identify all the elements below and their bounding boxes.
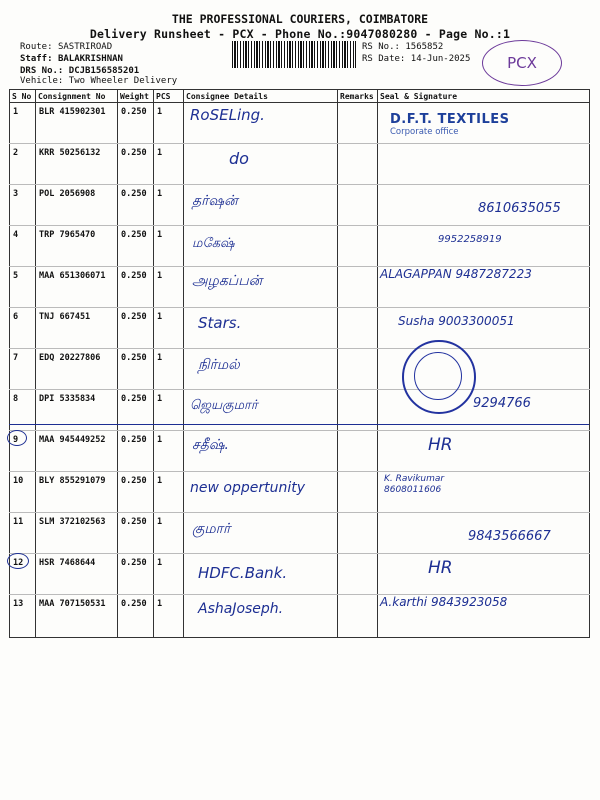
route-line: Route: SASTRIROAD — [20, 42, 113, 52]
table-row: 10 BLY 855291079 0.250 1 new oppertunity K. Ravikumar 8608011606 — [10, 472, 590, 513]
col-weight: Weight — [118, 90, 154, 103]
table-header — [10, 90, 590, 103]
row-circle-mark — [7, 430, 27, 446]
barcode — [232, 41, 356, 68]
consignee-handwriting: மகேஷ் — [192, 236, 235, 251]
table-row: 4 TRP 7965470 0.250 1 மகேஷ் 9952258919 — [10, 226, 590, 267]
col-pcs: PCS — [154, 90, 184, 103]
consignee-handwriting: AshaJoseph. — [198, 601, 284, 617]
table-row: 11 SLM 372102563 0.250 1 குமார் 9843566667 — [10, 513, 590, 554]
signature-handwriting: HR — [428, 558, 453, 578]
consignee-handwriting: குமார் — [192, 521, 231, 537]
company-title: THE PROFESSIONAL COURIERS, COIMBATORE — [171, 12, 429, 26]
consignee-handwriting: சதீஷ். — [192, 437, 229, 453]
row-circle-mark — [7, 553, 29, 569]
table-row: 8 DPI 5335834 0.250 1 ஜெயகுமார் 9294766 — [10, 390, 590, 431]
signature-handwriting: HR — [428, 435, 453, 455]
col-sno: S No — [10, 90, 36, 103]
table-row: 2 KRR 50256132 0.250 1 do — [10, 144, 590, 185]
consignee-handwriting: ஜெயகுமார் — [190, 398, 258, 413]
signature-handwriting: 9294766 — [473, 396, 531, 411]
consignee-handwriting: HDFC.Bank. — [198, 564, 288, 582]
signature-handwriting: ALAGAPPAN 9487287223 — [380, 267, 532, 281]
staff-line: Staff: BALAKRISHNAN — [20, 54, 123, 64]
signature-handwriting: K. Ravikumar 8608011606 — [384, 474, 445, 495]
table-row: 13 MAA 707150531 0.250 1 AshaJoseph. A.karthi 9843923058 — [10, 595, 590, 638]
table-row: 12 HSR 7468644 0.250 1 HDFC.Bank. HR — [10, 554, 590, 595]
col-consignee: Consignee Details — [184, 90, 338, 103]
table-row: 3 POL 2056908 0.250 1 தர்ஷன் 8610635055 — [10, 185, 590, 226]
consignee-handwriting: தர்ஷன் — [192, 193, 238, 209]
table-row: 1 BLR 415902301 0.250 1 RoSELing. — [10, 103, 590, 144]
table-row: 9 MAA 945449252 0.250 1 சதீஷ். HR — [10, 431, 590, 472]
rs-date-line: RS Date: 14-Jun-2025 — [362, 54, 471, 64]
col-remarks: Remarks — [338, 90, 378, 103]
table-row: 6 TNJ 667451 0.250 1 Stars. Susha 9003300051 — [10, 308, 590, 349]
col-seal: Seal & Signature — [378, 90, 590, 103]
table-row: 5 MAA 651306071 0.250 1 அழகப்பன் ALAGAPPAN 9487287223 — [10, 267, 590, 308]
col-consignment: Consignment No — [36, 90, 118, 103]
round-seal-stamp — [402, 340, 476, 414]
pen-line — [9, 424, 589, 425]
consignee-handwriting: RoSELing. — [190, 106, 265, 124]
dft-textiles-stamp: D.F.T. TEXTILES Corporate office — [390, 112, 510, 137]
consignee-handwriting: do — [229, 149, 249, 168]
signature-handwriting: 9952258919 — [438, 234, 502, 245]
consignee-handwriting: new oppertunity — [190, 480, 305, 496]
consignee-handwriting: Stars. — [198, 314, 242, 332]
consignee-handwriting: அழகப்பன் — [192, 273, 263, 289]
table-row: 7 EDQ 20227806 0.250 1 நிர்மல் — [10, 349, 590, 390]
runsheet-subtitle: Delivery Runsheet - PCX - Phone No.:9047080280 - Page No.:1 — [89, 27, 511, 41]
signature-handwriting: A.karthi 9843923058 — [380, 595, 508, 609]
drs-line: DRS No.: DCJB156585201 — [20, 66, 140, 76]
signature-handwriting: 9843566667 — [468, 529, 551, 544]
signature-handwriting: Susha 9003300051 — [398, 314, 515, 328]
vehicle-line: Vehicle: Two Wheeler Delivery — [20, 76, 178, 86]
rs-no-line: RS No.: 1565852 — [362, 42, 444, 52]
runsheet-table — [9, 89, 590, 638]
pcx-stamp: PCX — [482, 40, 562, 86]
consignee-handwriting: நிர்மல் — [198, 357, 240, 373]
signature-handwriting: 8610635055 — [478, 201, 561, 216]
